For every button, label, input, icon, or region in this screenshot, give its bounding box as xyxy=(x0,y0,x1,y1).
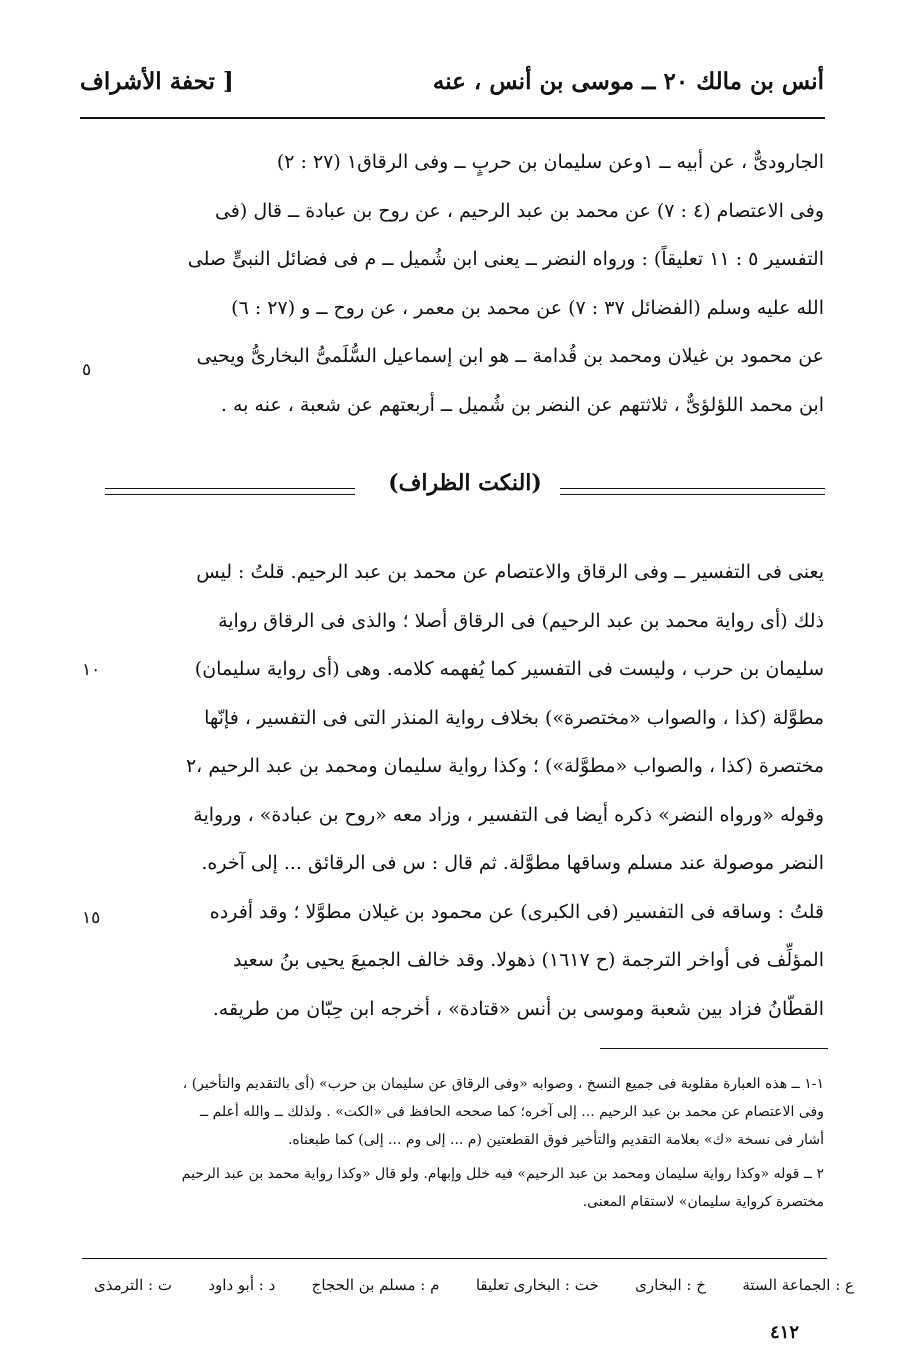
text-line: وفى الاعتصام (٤ : ٧) عن محمد بن عبد الرحيم ، عن روح بن عبادة ــ قال (فى xyxy=(214,199,824,222)
footnote-rule xyxy=(600,1048,828,1049)
text-line: يعنى فى التفسير ــ وفى الرقاق والاعتصام عن محمد بن عبد الرحيم. قلتُ : ليس xyxy=(196,561,824,583)
text-line: قلتُ : وساقه فى التفسير (فى الكبرى) عن محمود بن غيلان مطوَّلا ؛ وقد أفرده xyxy=(209,900,824,923)
header-rule xyxy=(80,117,825,119)
page-header xyxy=(80,62,824,108)
section-divider xyxy=(105,470,825,508)
running-head: أنس بن مالك ٢٠ ــ موسى بن أنس ، عنه xyxy=(432,68,824,95)
footnote-line: ٢ ــ قوله «وكذا رواية سليمان ومحمد بن عبد الرحيم» فيه خلل وإبهام. ولو قال «وكذا رواية محمد بن عبد الرحيم xyxy=(181,1166,824,1182)
text-line: عن محمود بن غيلان ومحمد بن قُدامة ــ هو ابن إسماعيل السُّلَمىُّ البخارىُّ ويحيى xyxy=(196,345,824,367)
footnote-line: وفى الاعتصام عن محمد بن عبد الرحيم ... إلى آخره؛ كما صححه الحافظ فى «الكت» . ولذلك ــ والله أعلم ــ xyxy=(199,1104,824,1120)
footnote-line: مختصرة كرواية سليمان» لاستقام المعنى. xyxy=(582,1194,824,1210)
section-title: (النكت الظراف) xyxy=(388,470,542,496)
text-line: الجارودىٌّ ، عن أبيه ــ ١وعن سليمان بن حربٍ ــ وفى الرقاق١ (٢٧ : ٢) xyxy=(276,151,824,173)
text-line: النضر موصولة عند مسلم وساقها مطوَّلة. ثم قال : س فى الرقائق ... إلى آخره. xyxy=(201,852,824,874)
text-line: ذلك (أى رواية محمد بن عبد الرحيم) فى الرقاق أصلا ؛ والذى فى الرقاق رواية xyxy=(218,609,824,632)
abbr-item: م : مسلم بن الحجاج xyxy=(311,1276,440,1294)
line-number-15: ١٥ xyxy=(82,908,101,928)
abbr-item: د : أبو داود xyxy=(208,1276,276,1294)
footnotes xyxy=(124,1070,824,1222)
text-line: القطّانُ فزاد بين شعبة وموسى بن أنس «قتادة» ، أخرجه ابن حِبّان من طريقه. xyxy=(212,997,824,1020)
text-line: مطوَّلة (كذا ، والصواب «مختصرة») بخلاف رواية المنذر التى فى التفسير ، فإنّها xyxy=(204,706,824,729)
abbreviation-rule xyxy=(82,1258,827,1259)
line-number-5: ٥ xyxy=(82,360,92,380)
line-number-10: ١٠ xyxy=(82,660,101,680)
abbr-item: خ : البخارى xyxy=(635,1276,706,1294)
abbr-item: ت : الترمذى xyxy=(94,1276,172,1294)
footnote-line: أشار فى نسخة «ك» بعلامة التقديم والتأخير فوق القطعتين (م ... إلى وم ... إلى) كما طبعناه. xyxy=(287,1132,824,1148)
text-line: سليمان بن حرب ، وليست فى التفسير كما يُفهمه كلامه. وهى (أى رواية سليمان) xyxy=(194,658,824,680)
text-line: مختصرة (كذا ، والصواب «مطوَّلة») ؛ وكذا رواية سليمان ومحمد بن عبد الرحيم ،٢ xyxy=(185,755,824,777)
footnote-line: ١-١ ــ هذه العبارة مقلوبة فى جميع النسخ ، وصوابه «وفى الرقاق عن سليمان بن حرب» (أى بالتقديم والتأخير) ، xyxy=(182,1076,824,1092)
page-number: ٤١٢ xyxy=(770,1322,800,1343)
footnote-1 xyxy=(124,1070,824,1154)
abbr-item: خت : البخارى تعليقا xyxy=(475,1276,599,1294)
text-line: وقوله «ورواه النضر» ذكره أيضا فى التفسير ، وزاد معه «روح بن عبادة» ، ورواية xyxy=(193,803,824,826)
text-line: الله عليه وسلم (الفضائل ٣٧ : ٧) عن محمد بن معمر ، عن روح ــ و (٢٧ : ٦) xyxy=(231,296,824,319)
text-line: المؤلِّف فى أواخر الترجمة (ح ١٦١٧) ذهولا. وقد خالف الجميعَ يحيى بنُ سعيد xyxy=(232,949,824,971)
abbreviation-key xyxy=(94,1276,854,1294)
main-text-bottom xyxy=(134,548,824,1033)
footnote-2 xyxy=(124,1160,824,1216)
main-text-top xyxy=(134,138,824,429)
abbr-item: ع : الجماعة الستة xyxy=(742,1276,854,1294)
text-line: ابن محمد اللؤلؤىٌّ ، ثلاثتهم عن النضر بن شُميل ــ أربعتهم عن شعبة ، عنه به . xyxy=(220,393,824,416)
book-title: [ تحفة الأشراف xyxy=(80,68,234,95)
text-line: التفسير ٥ : ١١ تعليقاً) : ورواه النضر ــ يعنى ابن شُميل ــ م فى فضائل النبىٍّ صلى xyxy=(187,248,824,270)
